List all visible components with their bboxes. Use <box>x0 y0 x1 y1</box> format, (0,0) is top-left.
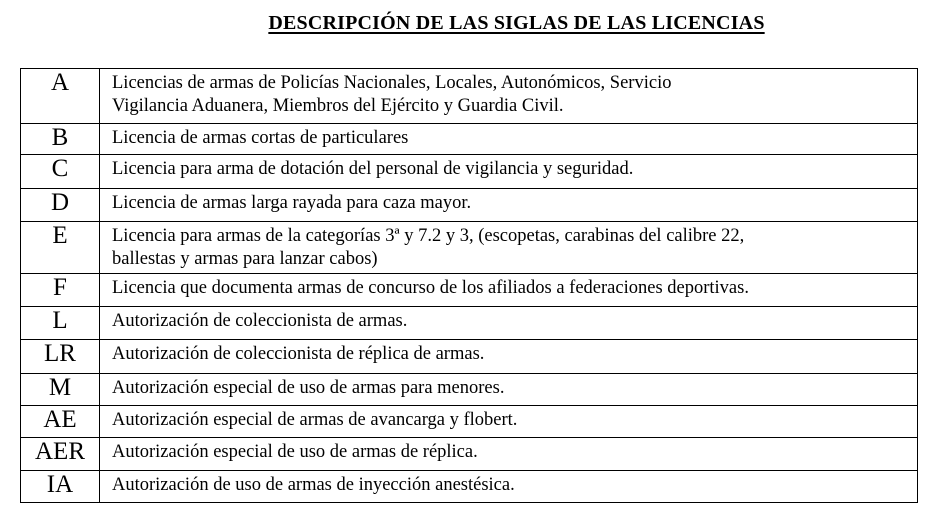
table-row <box>21 155 918 189</box>
table-row <box>21 340 918 374</box>
description-line: Vigilancia Aduanera, Miembros del Ejército y Guardia Civil. <box>112 96 564 116</box>
license-table <box>20 68 918 503</box>
license-description <box>100 124 918 155</box>
license-description <box>100 155 918 189</box>
description-line: Autorización de uso de armas de inyección anestésica. <box>112 475 515 495</box>
description-line: Licencia que documenta armas de concurso de los afiliados a federaciones deportivas. <box>112 278 749 298</box>
license-code: C <box>21 155 100 189</box>
license-code: AE <box>21 406 100 438</box>
description-line: Licencia para arma de dotación del personal de vigilancia y seguridad. <box>112 159 634 179</box>
license-code: D <box>21 189 100 222</box>
description-line: ballestas y armas para lanzar cabos) <box>112 249 378 269</box>
license-code: M <box>21 374 100 406</box>
table-row <box>21 406 918 438</box>
license-description <box>100 189 918 222</box>
license-description <box>100 274 918 307</box>
table-row <box>21 222 918 274</box>
table-row <box>21 307 918 340</box>
description-line: Licencia de armas larga rayada para caza mayor. <box>112 193 472 213</box>
description-line: Autorización de coleccionista de armas. <box>112 311 408 331</box>
license-code: L <box>21 307 100 340</box>
description-line: Autorización especial de uso de armas de réplica. <box>112 442 478 462</box>
description-line: Autorización especial de uso de armas para menores. <box>112 378 505 398</box>
license-description <box>100 222 918 274</box>
table-row <box>21 189 918 222</box>
license-description <box>100 374 918 406</box>
license-code: B <box>21 124 100 155</box>
table-row <box>21 124 918 155</box>
license-code: E <box>21 222 100 274</box>
license-code: F <box>21 274 100 307</box>
description-line: Autorización de coleccionista de réplica de armas. <box>112 344 485 364</box>
table-row <box>21 274 918 307</box>
license-code: IA <box>21 471 100 503</box>
description-line: Autorización especial de armas de avancarga y flobert. <box>112 410 518 430</box>
license-code: AER <box>21 438 100 471</box>
license-description <box>100 340 918 374</box>
table-row <box>21 438 918 471</box>
license-description <box>100 471 918 503</box>
description-line: Licencias de armas de Policías Nacionales, Locales, Autonómicos, Servicio <box>112 73 672 93</box>
license-code: A <box>21 69 100 124</box>
page-title: DESCRIPCIÓN DE LAS SIGLAS DE LAS LICENCIAS <box>268 12 765 34</box>
description-line: Licencia de armas cortas de particulares <box>112 128 409 148</box>
license-description <box>100 406 918 438</box>
description-line: Licencia para armas de la categorías 3ª y 7.2 y 3, (escopetas, carabinas del calibre 22, <box>112 226 745 246</box>
license-code: LR <box>21 340 100 374</box>
table-row <box>21 69 918 124</box>
license-description <box>100 307 918 340</box>
license-description <box>100 69 918 124</box>
license-description <box>100 438 918 471</box>
table-row <box>21 471 918 503</box>
table-row <box>21 374 918 406</box>
